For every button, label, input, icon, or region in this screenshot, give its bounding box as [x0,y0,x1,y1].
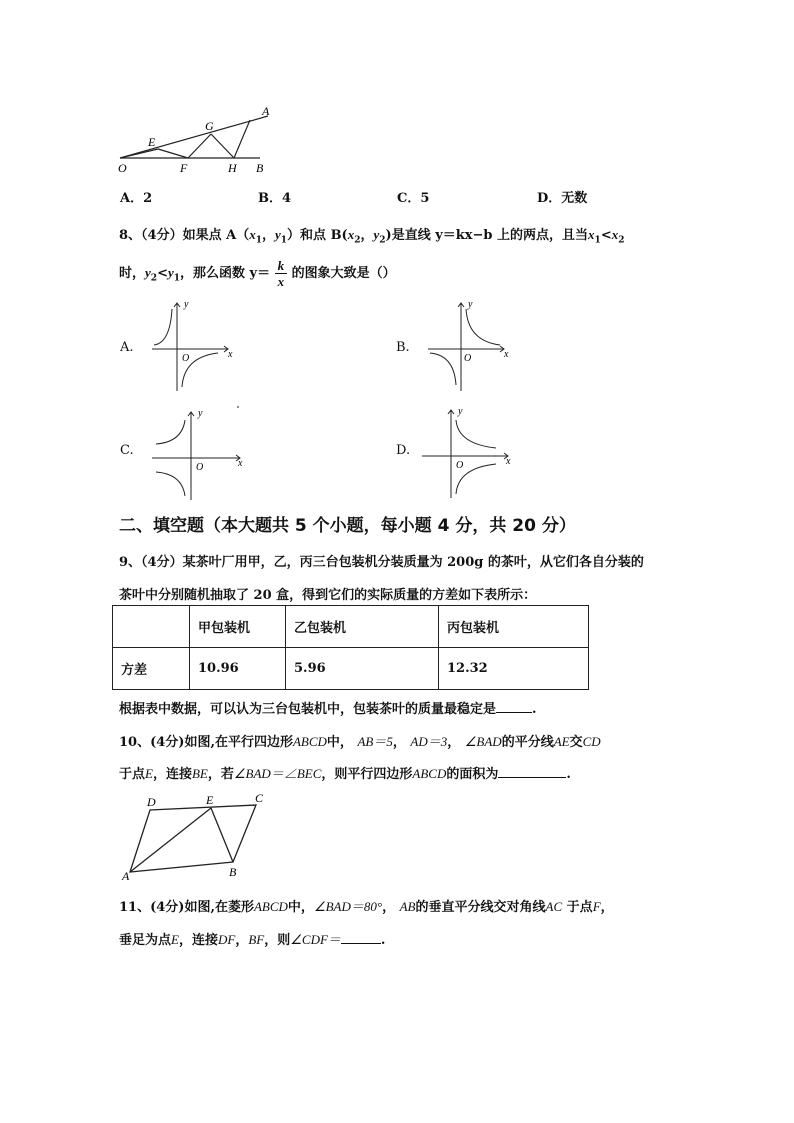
svg-text:x: x [238,458,243,469]
table-cell: 10.96 [190,648,286,690]
graph-c [148,402,248,502]
graph-a [148,295,248,395]
answer-blank[interactable] [341,931,381,944]
table-row [113,648,589,690]
svg-text:y: y [198,408,203,419]
q11-line2: 垂足为点E，连接DF，BF，则∠CDF＝ . [119,932,386,948]
q9-line2: 茶叶中分别随机抽取了 20 盒，得到它们的实际质量的方差如下表所示： [119,588,537,603]
q9-line1: 9、（4分）某茶叶厂用甲，乙，丙三台包装机分装质量为 200g 的茶叶，从它们各自分装的 [119,555,644,570]
q8-option-a[interactable]: A. [120,340,134,355]
label-A: A [262,104,270,118]
svg-text:A: A [122,869,130,882]
q8-line1: 8、（4分）如果点 $A(x_1$，$y_1$）和点 $B(x_2$，$y_2$)是直线 y＝kx−b 上的两点，且当$x_1<x_2$ [119,227,625,246]
q9-line3: 根据表中数据，可以认为三台包装机中，包装茶叶的质量最稳定是 . [119,702,537,717]
q11-line1: 11、(4分)如图,在菱形ABCD中，∠BAD＝80°， AB的垂直平分线交对角线AC 于点F， [119,899,614,915]
answer-blank[interactable] [498,765,566,778]
svg-text:B: B [229,865,237,879]
variance-table [112,605,589,690]
svg-text:y: y [458,406,463,417]
q7-option-b[interactable]: B．4 [258,191,292,206]
label-G: G [205,119,214,133]
answer-blank[interactable] [496,700,532,713]
label-E: E [148,135,156,149]
svg-text:y: y [468,299,473,310]
svg-text:E: E [206,793,214,807]
svg-text:D: D [147,795,156,809]
q8-option-c[interactable]: C. [120,443,134,458]
svg-text:x: x [228,349,233,360]
table-header-cell [113,606,190,648]
table-cell: 5.96 [286,648,439,690]
svg-text:O: O [182,353,190,364]
section-2-heading: 二、填空题（本大题共 5 个小题，每小题 4 分，共 20 分） [119,516,576,536]
q10-line2: 于点E，连接BE，若∠BAD＝∠BEC，则平行四边形ABCD的面积为 . [119,766,571,782]
q8-option-d[interactable]: D. [396,443,411,458]
svg-text:C: C [255,791,264,805]
table-header-cell: 甲包装机 [190,606,286,648]
label-H: H [228,161,237,175]
parallelogram-figure [118,790,278,882]
svg-text:O: O [464,353,472,364]
svg-text:O: O [196,462,204,473]
graph-d [418,400,518,500]
q7-option-a[interactable]: A．2 [120,191,153,206]
table-header-cell: 丙包装机 [439,606,589,648]
svg-text:O: O [456,460,464,471]
q7-option-c[interactable]: C．5 [397,191,430,206]
q8-line2: 时，$y_2<y_1$，那么函数 y＝ $\frac{k}{x}$ 的图象大致是（） [119,258,396,289]
k-over-x-fraction: $\frac{k}{x}$ [275,258,288,289]
table-header-cell: 乙包装机 [286,606,439,648]
q8-option-b[interactable]: B. [396,340,410,355]
label-O: O [118,161,127,175]
label-B: B [256,161,264,175]
label-F: F [180,161,188,175]
table-cell: 12.32 [439,648,589,690]
svg-text:x: x [506,456,511,467]
q10-line1: 10、(4分)如图,在平行四边形ABCD中， AB＝5， AD＝3， ∠BAD的平分线AE交CD [119,734,601,750]
table-cell: 方差 [113,648,190,690]
graph-b [424,295,524,395]
angle-figure [110,100,290,178]
q7-option-d[interactable]: D．无数 [537,191,588,206]
table-header-row [113,606,589,648]
svg-text:x: x [504,349,509,360]
svg-text:y: y [184,299,189,310]
